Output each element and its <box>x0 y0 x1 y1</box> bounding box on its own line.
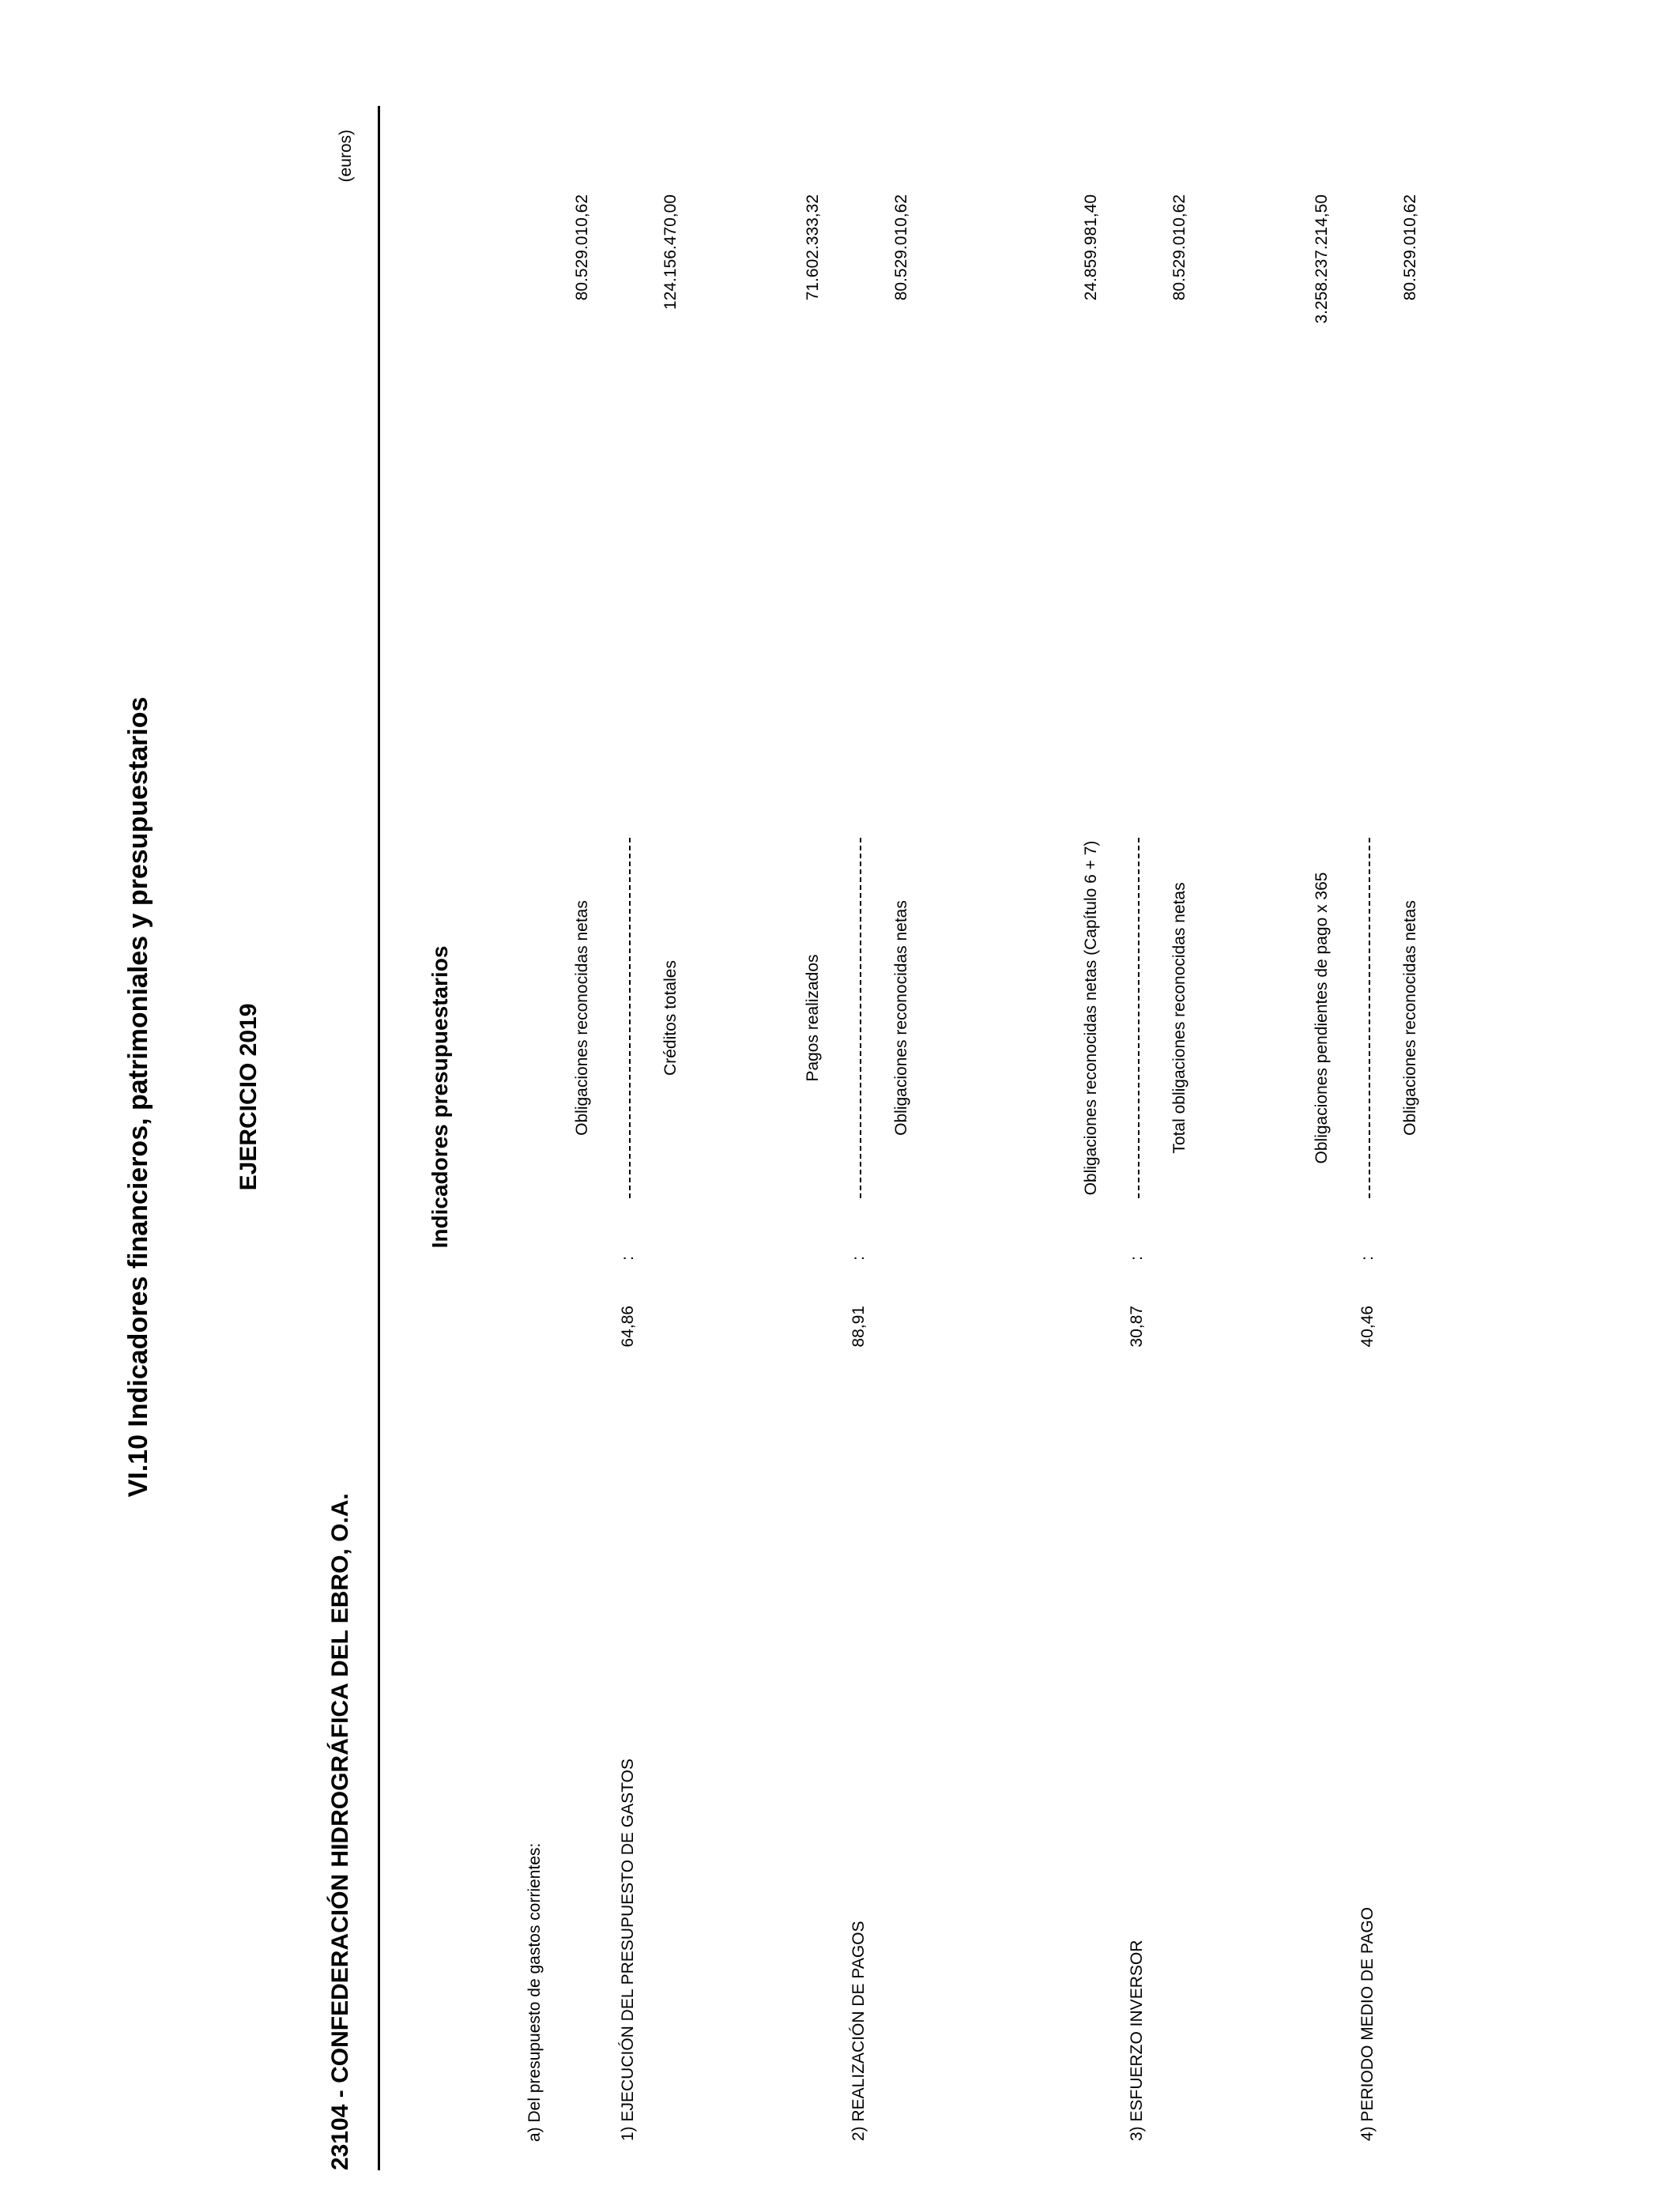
indicator-colon: : <box>619 1256 637 1261</box>
denominator-value: 80.529.010,62 <box>892 194 910 301</box>
document-title: VI.10 Indicadores financieros, patrimoniales y presupuestarios <box>123 696 153 1498</box>
numerator-value: 24.859.981,40 <box>1082 194 1100 301</box>
denominator-label: Total obligaciones reconocidas netas <box>1170 882 1188 1154</box>
subsection-label: a) Del presupuesto de gastos corrientes: <box>525 1842 544 2142</box>
indicator-value: 64,86 <box>619 1306 637 1348</box>
currency-unit: (euros) <box>337 130 355 183</box>
indicator-colon: : <box>1358 1256 1377 1261</box>
section-title: Indicadores presupuestarios <box>428 945 452 1249</box>
fraction-line <box>1369 838 1370 1198</box>
denominator-value: 124.156.470,00 <box>661 194 680 310</box>
numerator-label: Obligaciones reconocidas netas (Capítulo 6 + 7) <box>1082 840 1100 1196</box>
numerator-value: 80.529.010,62 <box>573 194 591 301</box>
numerator-label: Pagos realizados <box>804 954 822 1082</box>
numerator-value: 71.602.333,32 <box>804 194 822 301</box>
indicator-value: 88,91 <box>849 1306 868 1348</box>
indicator-label: 1) EJECUCIÓN DEL PRESUPUESTO DE GASTOS <box>619 1759 637 2141</box>
indicator-colon: : <box>849 1256 868 1261</box>
denominator-label: Obligaciones reconocidas netas <box>1401 900 1419 1136</box>
indicator-value: 30,87 <box>1128 1306 1146 1348</box>
fraction-line <box>860 838 861 1198</box>
indicator-label: 2) REALIZACIÓN DE PAGOS <box>849 1921 868 2141</box>
header-rule <box>378 106 380 2170</box>
indicator-colon: : <box>1128 1256 1146 1261</box>
numerator-label: Obligaciones reconocidas netas <box>573 900 591 1136</box>
denominator-value: 80.529.010,62 <box>1170 194 1188 301</box>
denominator-label: Obligaciones reconocidas netas <box>892 900 910 1136</box>
indicator-value: 40,46 <box>1358 1306 1377 1348</box>
indicator-label: 3) ESFUERZO INVERSOR <box>1128 1940 1146 2141</box>
numerator-label: Obligaciones pendientes de pago x 365 <box>1313 872 1331 1164</box>
fraction-line <box>1138 838 1139 1198</box>
indicator-label: 4) PERIODO MEDIO DE PAGO <box>1358 1907 1377 2141</box>
entity-name: 23104 - CONFEDERACIÓN HIDROGRÁFICA DEL EBRO, O.A. <box>327 1493 353 2170</box>
exercise-year: EJERCICIO 2019 <box>235 1003 262 1191</box>
numerator-value: 3.258.237.214,50 <box>1313 194 1331 324</box>
fraction-line <box>629 838 631 1198</box>
denominator-value: 80.529.010,62 <box>1401 194 1419 301</box>
denominator-label: Créditos totales <box>661 960 680 1076</box>
